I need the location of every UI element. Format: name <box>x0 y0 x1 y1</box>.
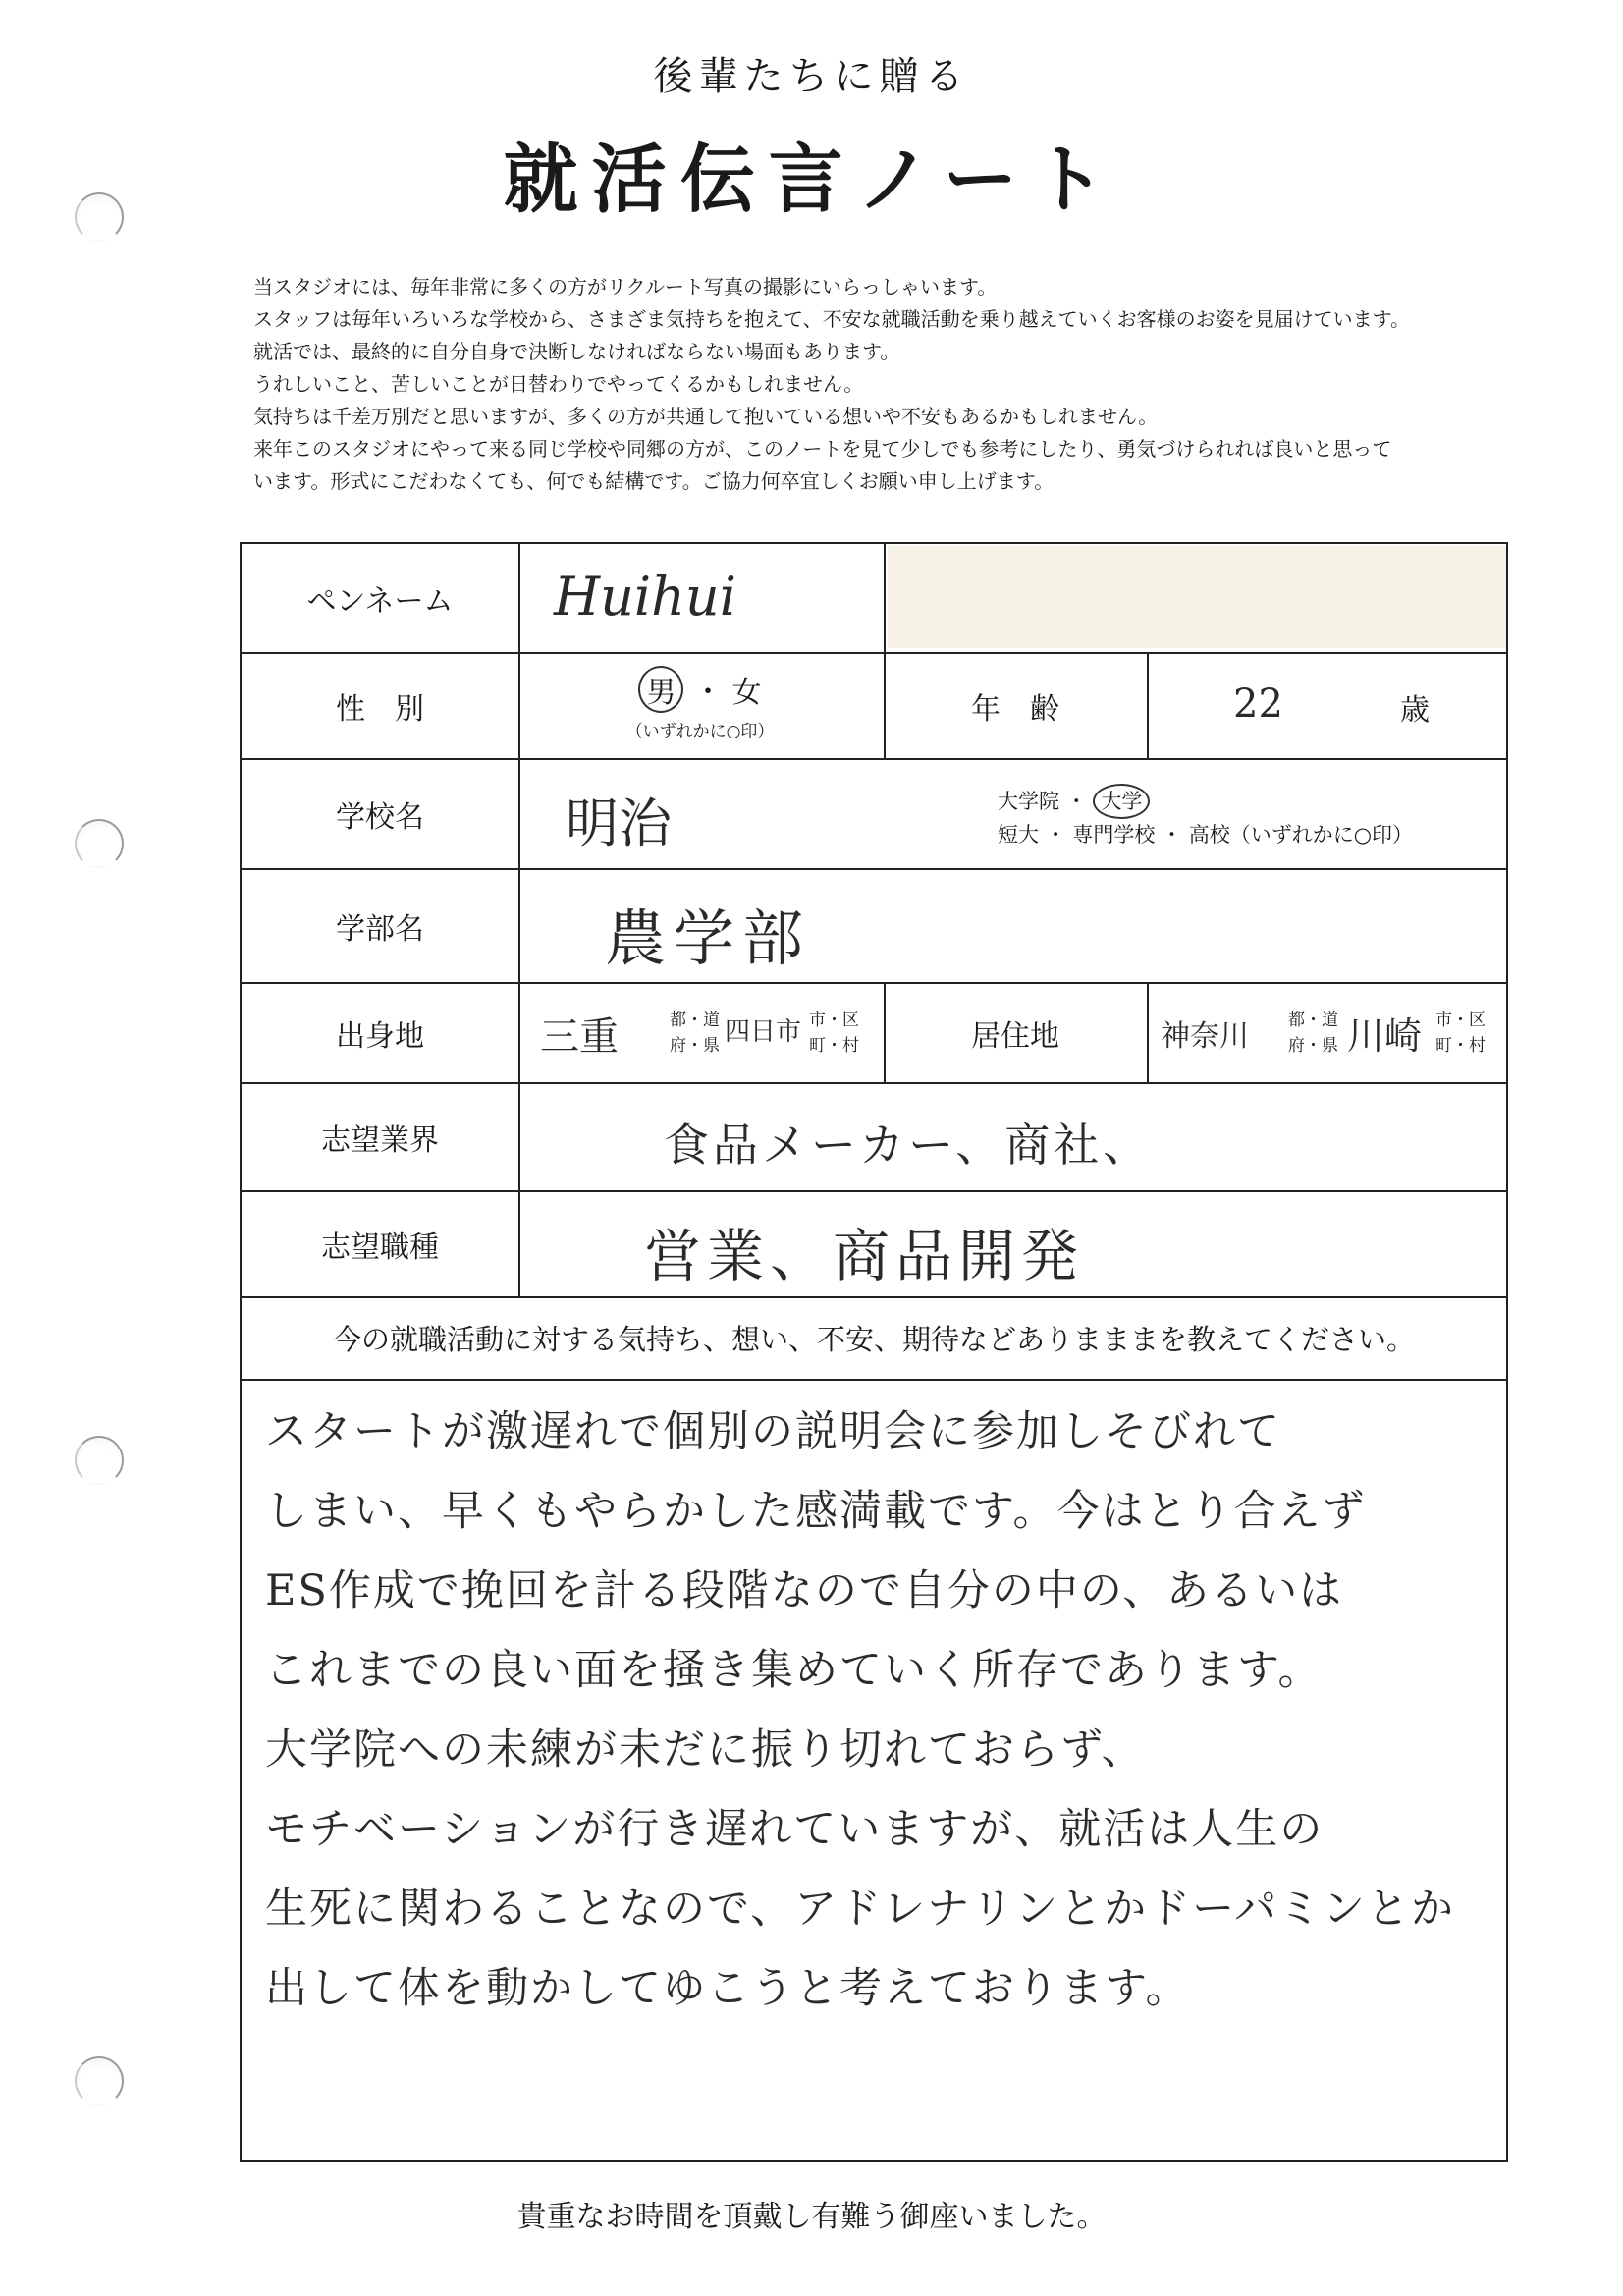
school-label: 学校名 <box>336 800 424 835</box>
intro-line: うれしいこと、苦しいことが日替わりでやってくるかもしれません。 <box>253 372 864 396</box>
age-unit: 歳 <box>1400 693 1430 728</box>
residence-pref[interactable]: 神奈川 <box>1161 1019 1249 1054</box>
gender-separator: ・ <box>693 676 723 710</box>
school-type-line2: 短大 ・ 専門学校 ・ 高校（いずれかに○印） <box>998 823 1414 847</box>
comment-line: モチベーションが行き遅れていますが、就活は人生の <box>265 1805 1325 1854</box>
city-suffix-top: 市・区 <box>1435 1011 1486 1030</box>
gender-male: 男 <box>638 666 683 713</box>
school-type-grad: 大学院 <box>998 790 1059 813</box>
school-type-university: 大学 <box>1093 784 1150 819</box>
penname-value[interactable]: Huihui <box>554 566 736 628</box>
industry-label: 志望業界 <box>321 1123 439 1158</box>
hometown-pref[interactable]: 三重 <box>540 1014 619 1060</box>
comment-line: ES作成で挽回を計る段階なので自分の中の、あるいは <box>265 1566 1344 1615</box>
intro-text <box>253 271 1589 498</box>
gender-options[interactable] <box>518 666 882 741</box>
intro-line: 来年このスタジオにやって来る同じ学校や同郷の方が、このノートを見て少しでも参考にしたり、勇気づけられれば良いと思って <box>253 437 1392 461</box>
masked-area <box>888 546 1506 648</box>
gender-label: 性 別 <box>336 692 424 727</box>
hometown-city-suffix <box>809 1008 859 1059</box>
job-value[interactable]: 営業、商品開発 <box>644 1223 1085 1289</box>
school-type-sep: ・ <box>1065 790 1087 813</box>
comment-line: 大学院への未練が未だに振り切れておらず、 <box>265 1725 1146 1775</box>
city-suffix-bottom: 町・村 <box>1435 1036 1486 1056</box>
residence-city-suffix <box>1435 1008 1486 1059</box>
intro-line: 当スタジオには、毎年非常に多くの方がリクルート写真の撮影にいらっしゃいます。 <box>253 275 998 299</box>
row-job <box>242 1192 1506 1298</box>
pref-suffix-top: 都・道 <box>670 1011 720 1030</box>
question-text: 今の就職活動に対する気持ち、想い、不安、期待などありまままを教えてください。 <box>332 1323 1415 1356</box>
row-origin-residence <box>242 984 1506 1084</box>
industry-value[interactable]: 食品メーカー、商社、 <box>664 1119 1153 1172</box>
faculty-label: 学部名 <box>336 912 424 947</box>
school-value[interactable]: 明治 <box>566 793 672 854</box>
row-question <box>242 1298 1506 1381</box>
binder-hole <box>75 1436 124 1485</box>
hometown-pref-suffix <box>670 1008 720 1059</box>
comment-line: スタートが激遅れで個別の説明会に参加しそびれて <box>265 1407 1281 1456</box>
age-label: 年 齢 <box>971 692 1059 727</box>
footer-thanks: 貴重なお時間を頂戴し有難う御座いました。 <box>516 2200 1107 2234</box>
job-label: 志望職種 <box>321 1230 439 1265</box>
intro-line: います。形式にこだわなくても、何でも結構です。ご協力何卒宜しくお願い申し上げます。 <box>253 469 1055 493</box>
binder-hole <box>75 2056 124 2105</box>
intro-line: 就活では、最終的に自分自身で決断しなければならない場面もあります。 <box>253 340 900 363</box>
row-industry <box>242 1084 1506 1192</box>
pref-suffix-bottom: 府・県 <box>1288 1036 1338 1056</box>
hometown-label: 出身地 <box>336 1019 424 1054</box>
school-type-options[interactable] <box>998 784 1413 850</box>
intro-line: 気持ちは千差万別だと思いますが、多くの方が共通して抱いている想いや不安もあるかもしれません。 <box>253 405 1159 428</box>
gender-note: （いずれかに○印） <box>625 722 775 741</box>
subtitle: 後輩たちに贈る <box>653 54 970 99</box>
residence-label: 居住地 <box>971 1019 1059 1054</box>
row-gender-age <box>242 654 1506 760</box>
binder-hole <box>75 819 124 868</box>
pref-suffix-bottom: 府・県 <box>670 1036 720 1056</box>
row-school <box>242 760 1506 870</box>
comment-line: 生死に関わることなので、アドレナリンとかドーパミンとか <box>265 1885 1455 1934</box>
comment-body[interactable] <box>265 1393 1473 2029</box>
pref-suffix-top: 都・道 <box>1288 1011 1338 1030</box>
age-value[interactable]: 22 <box>1233 682 1283 727</box>
page-title: 就活伝言ノート <box>503 136 1120 223</box>
gender-female: 女 <box>731 676 762 710</box>
residence-pref-suffix <box>1288 1008 1338 1059</box>
intro-line: スタッフは毎年いろいろな学校から、さまざま気持ちを抱えて、不安な就職活動を乗り越えていくお客様のお姿を見届けています。 <box>253 307 1410 331</box>
row-faculty <box>242 870 1506 984</box>
row-penname <box>242 544 1506 654</box>
city-suffix-top: 市・区 <box>809 1011 859 1030</box>
faculty-value[interactable]: 農学部 <box>605 902 812 974</box>
comment-line: これまでの良い面を掻き集めていく所存であります。 <box>265 1646 1323 1695</box>
comment-line: しまい、早くもやらかした感満載です。今はとり合えず <box>265 1487 1367 1536</box>
hometown-city[interactable]: 四日市 <box>725 1017 802 1047</box>
city-suffix-bottom: 町・村 <box>809 1036 859 1056</box>
penname-label: ペンネーム <box>306 584 454 619</box>
comment-line: 出して体を動かしてゆこうと考えております。 <box>265 1964 1190 2013</box>
residence-city[interactable]: 川崎 <box>1347 1014 1423 1058</box>
